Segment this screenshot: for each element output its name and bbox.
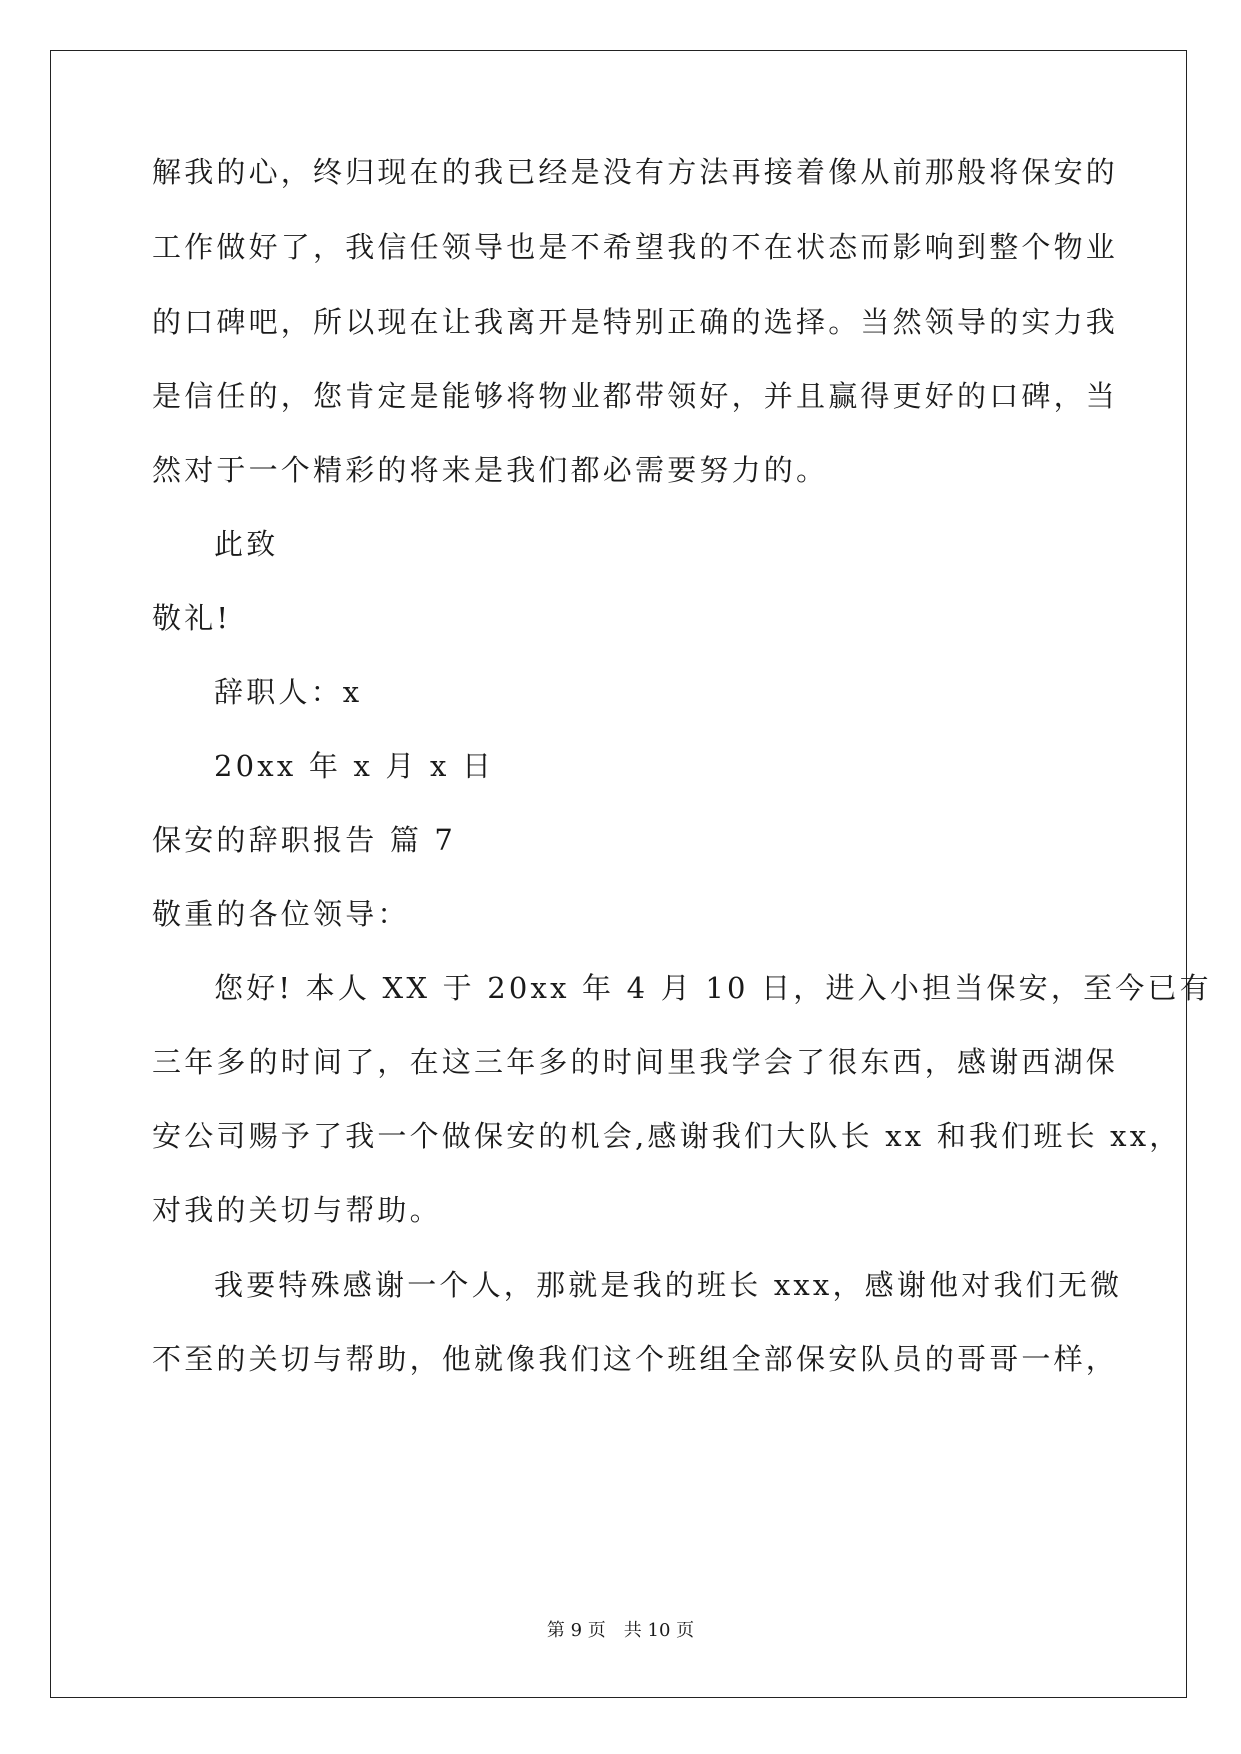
text-line: 工作做好了，我信任领导也是不希望我的不在状态而影响到整个物业 (152, 230, 1119, 264)
text-line: 您好! 本人 XX 于 20xx 年 4 月 10 日，进入小担当保安，至今已有 (214, 971, 1212, 1005)
text-line: 不至的关切与帮助，他就像我们这个班组全部保安队员的哥哥一样， (152, 1342, 1119, 1376)
text-line: 的口碑吧，所以现在让我离开是特别正确的选择。当然领导的实力我 (152, 305, 1119, 339)
signer-text: 辞职人：x (214, 675, 363, 709)
greeting-text: 敬重的各位领导： (152, 897, 410, 931)
section-title: 保安的辞职报告 篇 7 (152, 823, 457, 857)
text-line: 解我的心，终归现在的我已经是没有方法再接着像从前那般将保安的 (152, 155, 1119, 189)
text-line: 安公司赐予了我一个做保安的机会,感谢我们大队长 xx 和我们班长 xx， (152, 1119, 1182, 1153)
text-line: 是信任的，您肯定是能够将物业都带领好，并且赢得更好的口碑，当 (152, 379, 1119, 413)
date-text: 20xx 年 x 月 x 日 (214, 749, 495, 783)
text-line: 三年多的时间了，在这三年多的时间里我学会了很东西，感谢西湖保 (152, 1045, 1119, 1079)
page-footer: 第 9 页 共 10 页 (546, 1620, 695, 1641)
page-border (50, 50, 1187, 1698)
text-line: 我要特殊感谢一个人，那就是我的班长 xxx，感谢他对我们无微 (214, 1268, 1123, 1302)
text-line: 然对于一个精彩的将来是我们都必需要努力的。 (152, 453, 829, 487)
salute-text: 敬礼! (152, 601, 232, 635)
closing-text: 此致 (214, 527, 279, 561)
text-line: 对我的关切与帮助。 (152, 1193, 442, 1227)
